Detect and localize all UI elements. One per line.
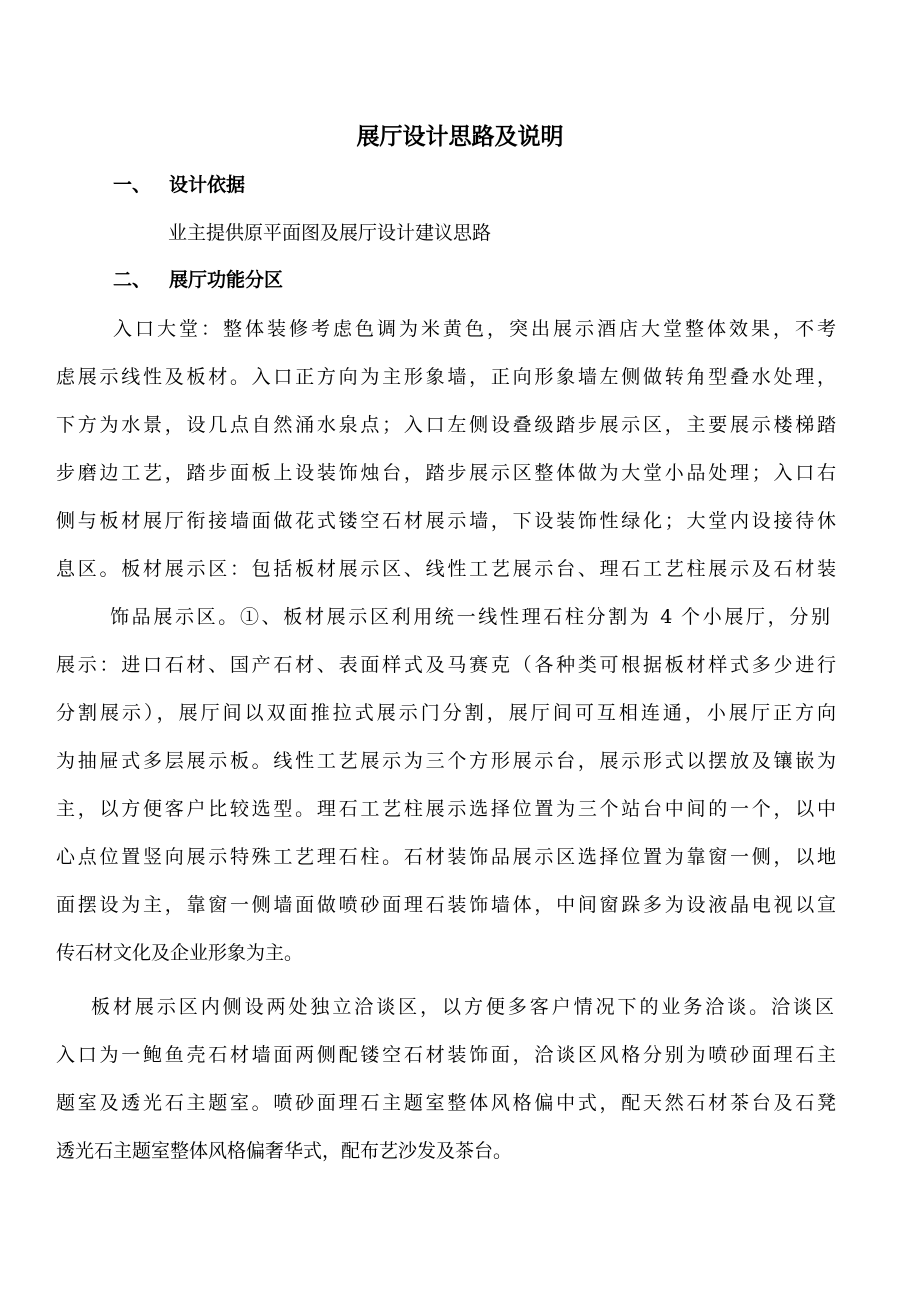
paragraph-line: 下方为水景，设几点自然涌水泉点；入口左侧设叠级踏步展示区，主要展示楼梯踏 bbox=[56, 414, 836, 436]
design-basis-text: 业主提供原平面图及展厅设计建议思路 bbox=[168, 222, 492, 244]
paragraph-line: 为抽屉式多层展示板。线性工艺展示为三个方形展示台，展示形式以摆放及镶嵌为 bbox=[56, 750, 836, 772]
section-number: 一、 bbox=[113, 174, 152, 196]
paragraph-line: 侧与板材展厅衔接墙面做花式镂空石材展示墙，下设装饰性绿化；大堂内设接待休 bbox=[56, 510, 836, 532]
paragraph-line: 饰品展示区。①、板材展示区利用统一线性理石柱分割为 4 个小展厅，分别 bbox=[110, 606, 830, 628]
paragraph-line: 步磨边工艺，踏步面板上设装饰烛台，踏步展示区整体做为大堂小品处理；入口右 bbox=[56, 462, 836, 484]
paragraph-line: 面摆设为主，靠窗一侧墙面做喷砂面理石装饰墙体，中间窗跺多为设液晶电视以宣 bbox=[56, 894, 836, 916]
paragraph-line: 题室及透光石主题室。喷砂面理石主题室整体风格偏中式，配天然石材茶台及石凳 bbox=[56, 1092, 836, 1114]
paragraph-line: 分割展示），展厅间以双面推拉式展示门分割，展厅间可互相连通，小展厅正方向 bbox=[56, 702, 836, 724]
section-number: 二、 bbox=[113, 269, 152, 291]
document-title: 展厅设计思路及说明 bbox=[356, 124, 564, 150]
paragraph-line: 息区。板材展示区：包括板材展示区、线性工艺展示台、理石工艺柱展示及石材装 bbox=[56, 558, 836, 580]
paragraph-line: 主，以方便客户比较选型。理石工艺柱展示选择位置为三个站台中间的一个，以中 bbox=[56, 798, 836, 820]
section-heading-basis bbox=[113, 170, 245, 200]
paragraph-line: 展示：进口石材、国产石材、表面样式及马赛克（各种类可根据板材样式多少进行 bbox=[56, 654, 836, 676]
paragraph-line: 板材展示区内侧设两处独立洽谈区，以方便多客户情况下的业务洽谈。洽谈区 bbox=[91, 996, 834, 1018]
paragraph-line: 入口为一鲍鱼壳石材墙面两侧配镂空石材装饰面，洽谈区风格分别为喷砂面理石主 bbox=[56, 1044, 836, 1066]
paragraph-line: 透光石主题室整体风格偏奢华式，配布艺沙发及茶台。 bbox=[56, 1140, 513, 1162]
paragraph-line: 传石材文化及企业形象为主。 bbox=[56, 942, 304, 964]
paragraph-line: 虑展示线性及板材。入口正方向为主形象墙，正向形象墙左侧做转角型叠水处理， bbox=[56, 366, 836, 388]
section-heading-zoning bbox=[113, 265, 283, 295]
section-title: 展厅功能分区 bbox=[169, 269, 284, 291]
paragraph-line: 入口大堂：整体装修考虑色调为米黄色，突出展示酒店大堂整体效果，不考 bbox=[113, 318, 836, 340]
section-title: 设计依据 bbox=[169, 174, 246, 196]
paragraph-line: 心点位置竖向展示特殊工艺理石柱。石材装饰品展示区选择位置为靠窗一侧，以地 bbox=[56, 846, 836, 868]
